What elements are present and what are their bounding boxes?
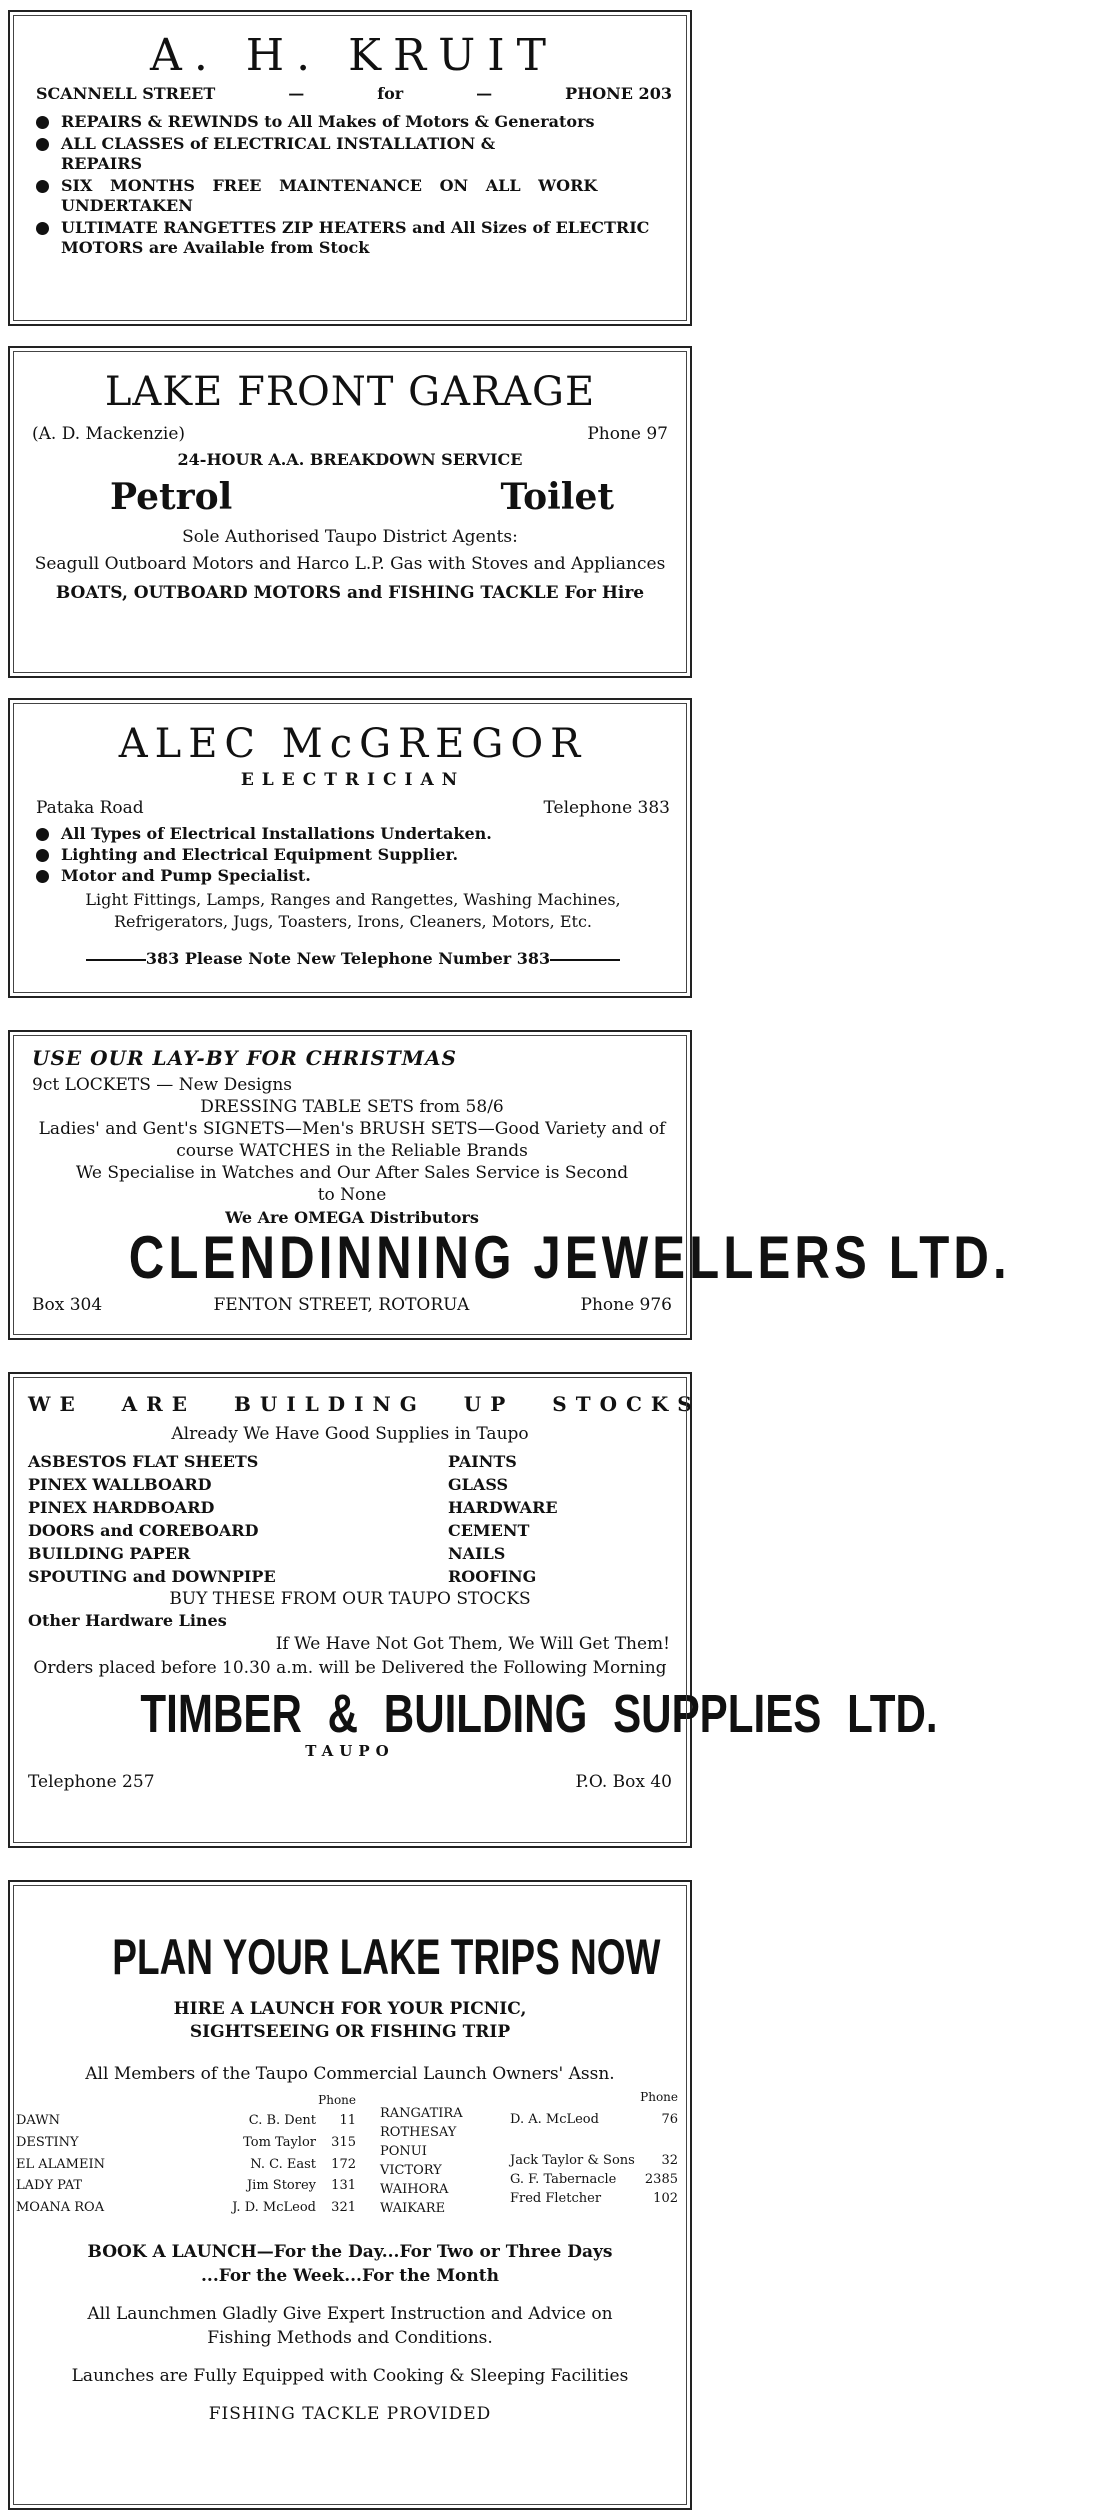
timber-item: PINEX HARDBOARD — [28, 1498, 215, 1517]
timber-item: GLASS — [448, 1475, 509, 1494]
kruit-dash: — — [476, 84, 493, 103]
garage-agents: Sole Authorised Taupo District Agents: — [182, 527, 518, 547]
garage-hire: BOATS, OUTBOARD MOTORS and FISHING TACKLE For Hire — [55, 583, 645, 603]
timber-item: PINEX WALLBOARD — [28, 1475, 212, 1494]
garage-products: Seagull Outboard Motors and Harco L.P. Gas with Stoves and Appliances — [34, 554, 666, 574]
timber-item: HARDWARE — [448, 1498, 558, 1517]
launch-equipped: Launches are Fully Equipped with Cooking & Sleeping Facilities — [71, 2366, 629, 2386]
kruit-phone: PHONE 203 — [565, 84, 672, 103]
timber-item: SPOUTING and DOWNPIPE — [28, 1567, 276, 1586]
timber-item: CEMENT — [448, 1521, 530, 1540]
bullet-icon — [36, 138, 49, 151]
launch-right-boats: RANGATIRA ROTHESAY PONUI VICTORY WAIHORA WAIKARE — [380, 2106, 463, 2216]
launch-sub: HIRE A LAUNCH FOR YOUR PICNIC, SIGHTSEEING OR FISHING TRIP — [173, 1999, 527, 2042]
table-row: DESTINY Tom Taylor 315 — [16, 2134, 356, 2150]
bullet-icon — [36, 180, 49, 193]
timber-advertisement — [8, 1372, 938, 1848]
launch-book-line-1: BOOK A LAUNCH—For the Day...For Two or Three Days — [87, 2242, 613, 2262]
launch-tackle: FISHING TACKLE PROVIDED — [208, 2404, 492, 2424]
jewellers-street: FENTON STREET, ROTORUA — [213, 1295, 470, 1315]
mcgregor-phone: Telephone 383 — [543, 798, 670, 818]
jewellers-box: Box 304 — [32, 1295, 103, 1315]
table-row: DAWN C. B. Dent 11 — [16, 2113, 356, 2129]
table-row: MOANA ROA J. D. McLeod 321 — [16, 2199, 356, 2215]
launch-members: All Members of the Taupo Commercial Launch Owners' Assn. — [85, 2064, 615, 2084]
phone-header: Phone — [318, 2093, 356, 2108]
garage-phone: Phone 97 — [587, 424, 668, 444]
mcgregor-road: Pataka Road — [36, 798, 144, 818]
bullet-icon — [36, 849, 49, 862]
timber-headline: WE ARE BUILDING UP STOCKS — [28, 1392, 701, 1416]
garage-toilet: Toilet — [500, 476, 614, 518]
timber-phone: Telephone 257 — [28, 1772, 155, 1792]
timber-town: TAUPO — [305, 1742, 395, 1760]
kruit-dash: — — [288, 84, 305, 103]
launch-book-line-2: ...For the Week...For the Month — [201, 2266, 499, 2286]
timber-other: Other Hardware Lines — [28, 1611, 227, 1630]
table-row: EL ALAMEIN N. C. East 172 — [16, 2156, 356, 2172]
table-row: D. A. McLeod 76 — [510, 2112, 678, 2127]
timber-item: BUILDING PAPER — [28, 1544, 191, 1563]
rule-line — [550, 959, 620, 961]
table-row: G. F. Tabernacle 2385 — [510, 2172, 678, 2187]
timber-buy: BUY THESE FROM OUR TAUPO STOCKS — [169, 1589, 531, 1609]
phone-header: Phone — [640, 2090, 678, 2104]
timber-item: ASBESTOS FLAT SHEETS — [28, 1452, 259, 1471]
bullet-icon — [36, 828, 49, 841]
mcgregor-goods: Light Fittings, Lamps, Ranges and Rangettes, Washing Machines, Refrigerators, Jugs, Toasters, Irons, Cleaners, Motors, Etc. — [85, 890, 621, 931]
mcgregor-advertisement — [8, 698, 692, 998]
kruit-business-name: A. H. KRUIT — [150, 30, 558, 81]
table-row: Fred Fletcher 102 — [510, 2191, 678, 2206]
rule-line — [86, 959, 146, 961]
jewellers-lockets: 9ct LOCKETS — New Designs — [32, 1075, 293, 1095]
timber-box: P.O. Box 40 — [575, 1772, 672, 1792]
table-row: LADY PAT Jim Storey 131 — [16, 2178, 356, 2194]
jewellers-signets: Ladies' and Gent's SIGNETS—Men's BRUSH SETS—Good Variety and of course WATCHES in the Reliable Brands — [38, 1119, 666, 1161]
kruit-item: SIX MONTHS FREE MAINTENANCE ON ALL WORK UNDERTAKEN — [36, 176, 672, 216]
timber-item: ROOFING — [448, 1567, 537, 1586]
jewellers-omega: We Are OMEGA Distributors — [225, 1208, 479, 1227]
jewellers-dressing-sets: DRESSING TABLE SETS from 58/6 — [200, 1097, 504, 1117]
launch-directory — [16, 2090, 684, 2218]
timber-business-name: TIMBER & BUILDING SUPPLIES LTD. — [140, 1684, 938, 1744]
launch-advertisement — [8, 1880, 692, 2510]
jewellers-headline: USE OUR LAY-BY FOR CHRISTMAS — [32, 1046, 457, 1070]
bullet-icon — [36, 870, 49, 883]
garage-owner: (A. D. Mackenzie) — [32, 424, 186, 444]
timber-orders: Orders placed before 10.30 a.m. will be Delivered the Following Morning — [33, 1658, 667, 1678]
jewellers-advertisement — [8, 1030, 1011, 1340]
bullet-icon — [36, 222, 49, 235]
mcgregor-item: Lighting and Electrical Equipment Supplier. — [36, 845, 670, 864]
mcgregor-note: 383 Please Note New Telephone Number 383 — [36, 949, 670, 968]
kruit-for: for — [377, 84, 404, 103]
jewellers-business-name: CLENDINNING JEWELLERS LTD. — [128, 1224, 1011, 1291]
launch-table-left — [16, 2090, 356, 2218]
kruit-advertisement — [8, 10, 692, 326]
garage-service: 24-HOUR A.A. BREAKDOWN SERVICE — [177, 450, 523, 469]
mcgregor-trade: ELECTRICIAN — [240, 770, 466, 790]
timber-get: If We Have Not Got Them, We Will Get Them! — [275, 1634, 670, 1654]
launch-headline: PLAN YOUR LAKE TRIPS NOW — [112, 1929, 661, 1985]
kruit-item: ALL CLASSES of ELECTRICAL INSTALLATION & REPAIRS — [36, 134, 672, 174]
timber-item: DOORS and COREBOARD — [28, 1521, 259, 1540]
launch-expert: All Launchmen Gladly Give Expert Instruction and Advice on Fishing Methods and Conditions. — [87, 2304, 613, 2348]
timber-item: PAINTS — [448, 1452, 517, 1471]
mcgregor-item: All Types of Electrical Installations Undertaken. — [36, 824, 670, 843]
mcgregor-item: Motor and Pump Specialist. — [36, 866, 670, 885]
timber-item: NAILS — [448, 1544, 506, 1563]
mcgregor-business-name: ALEC McGREGOR — [118, 721, 588, 767]
table-row: Jack Taylor & Sons 32 — [510, 2153, 678, 2168]
kruit-item: REPAIRS & REWINDS to All Makes of Motors & Generators — [36, 112, 672, 132]
jewellers-phone: Phone 976 — [580, 1295, 672, 1315]
timber-supplies: Already We Have Good Supplies in Taupo — [171, 1424, 529, 1444]
garage-petrol: Petrol — [110, 476, 233, 518]
kruit-street: SCANNELL STREET — [36, 84, 216, 103]
jewellers-service: We Specialise in Watches and Our After Sales Service is Second to None — [75, 1163, 629, 1205]
garage-advertisement — [8, 346, 692, 678]
kruit-item: ULTIMATE RANGETTES ZIP HEATERS and All Sizes of ELECTRIC MOTORS are Available from Stock — [36, 218, 672, 258]
launch-right-owners — [510, 2090, 684, 2218]
bullet-icon — [36, 116, 49, 129]
garage-business-name: LAKE FRONT GARAGE — [104, 369, 596, 415]
